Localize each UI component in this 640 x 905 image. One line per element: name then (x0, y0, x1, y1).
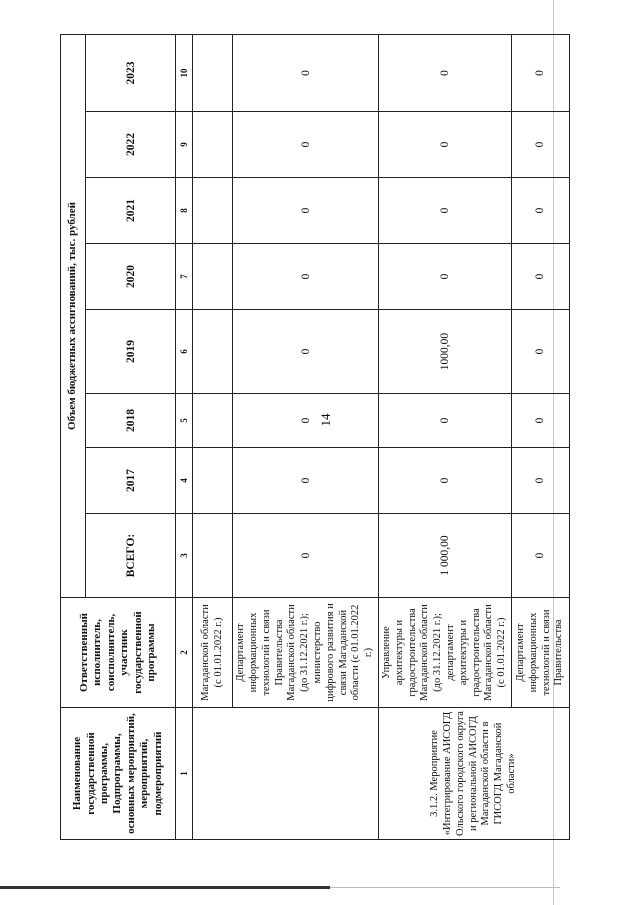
cell-value: 0 (233, 394, 379, 448)
cell-value: 0 (512, 244, 570, 310)
cell-value: 0 (512, 394, 570, 448)
cell-value: 0 (512, 34, 570, 111)
row-executor: Департамент информационных технологий и связи Правительства (512, 598, 570, 708)
col-number: 8 (176, 178, 193, 244)
cell-value (193, 178, 233, 244)
cell-value: 0 (512, 178, 570, 244)
header-budget-group: Объем бюджетных ассигнований, тыс. рублей (61, 34, 86, 597)
page-number: 14 (318, 413, 333, 427)
header-year: 2022 (86, 112, 176, 178)
row-executor: Управление архитектуры и градостроительства Магаданской области (до 31.12.2021 г.); департамент архитектуры и градостроительства Магаданской области (с 01.01.2022 г.) (379, 598, 512, 708)
cell-value (193, 34, 233, 111)
col-number: 9 (176, 112, 193, 178)
cell-value: 0 (512, 514, 570, 598)
header-year: 2021 (86, 178, 176, 244)
cell-value: 0 (233, 244, 379, 310)
scan-edge-bottom (0, 886, 330, 889)
col-number: 5 (176, 394, 193, 448)
column-number-row (176, 34, 193, 839)
header-year: 2023 (86, 34, 176, 111)
header-name: Наименование государственной программы, Подпрограммы, основных мероприятий, мероприятий, подмероприятий (61, 708, 176, 840)
cell-value: 0 (233, 34, 379, 111)
header-executor: Ответственный исполнитель, соисполнитель, участник государственной программы (61, 598, 176, 708)
cell-value: 0 (379, 448, 512, 514)
header-year: 2020 (86, 244, 176, 310)
header-total: ВСЕГО: (86, 514, 176, 598)
col-number: 4 (176, 448, 193, 514)
col-number: 7 (176, 244, 193, 310)
table-row (193, 34, 233, 839)
cell-value (193, 310, 233, 394)
col-number: 1 (176, 708, 193, 840)
cell-value (193, 448, 233, 514)
cell-value: 0 (512, 448, 570, 514)
scan-edge-bottom-thin (330, 887, 560, 888)
row-executor: Департамент информационных технологий и связи Правительства Магаданской области (до 31.12.2021 г.); министерство цифрового развития и связи Магаданской области (с 01.01.2022 г.) (233, 598, 379, 708)
row-name: 3.1.2. Мероприятие «Интегрирование АИСОГД Ольского городского округа и региональной АИСОГД Магаданской области в ГИСОГД Магаданской области» (379, 708, 570, 840)
col-number: 2 (176, 598, 193, 708)
table-rotated-wrapper (60, 45, 570, 840)
col-number: 10 (176, 34, 193, 111)
cell-value: 0 (379, 244, 512, 310)
header-year: 2018 (86, 394, 176, 448)
cell-value: 0 (512, 112, 570, 178)
col-number: 6 (176, 310, 193, 394)
cell-value: 0 (233, 310, 379, 394)
cell-value: 0 (233, 112, 379, 178)
cell-value: 0 (379, 112, 512, 178)
header-year: 2019 (86, 310, 176, 394)
cell-value: 1 000,00 (379, 514, 512, 598)
cell-value (193, 394, 233, 448)
cell-value: 0 (233, 448, 379, 514)
col-number: 3 (176, 514, 193, 598)
cell-value: 0 (233, 178, 379, 244)
cell-value (193, 112, 233, 178)
cell-value: 0 (379, 34, 512, 111)
cell-value: 0 (379, 394, 512, 448)
cell-value: 0 (233, 514, 379, 598)
cell-value: 0 (379, 178, 512, 244)
cell-value (193, 514, 233, 598)
row-name-empty (193, 708, 379, 840)
cell-value: 1000,00 (379, 310, 512, 394)
table-row (379, 34, 512, 839)
header-year: 2017 (86, 448, 176, 514)
budget-table (60, 34, 570, 840)
row-executor: Магаданской области (с 01.01.2022 г.) (193, 598, 233, 708)
cell-value (193, 244, 233, 310)
cell-value: 0 (512, 310, 570, 394)
table-rotated (60, 45, 570, 840)
